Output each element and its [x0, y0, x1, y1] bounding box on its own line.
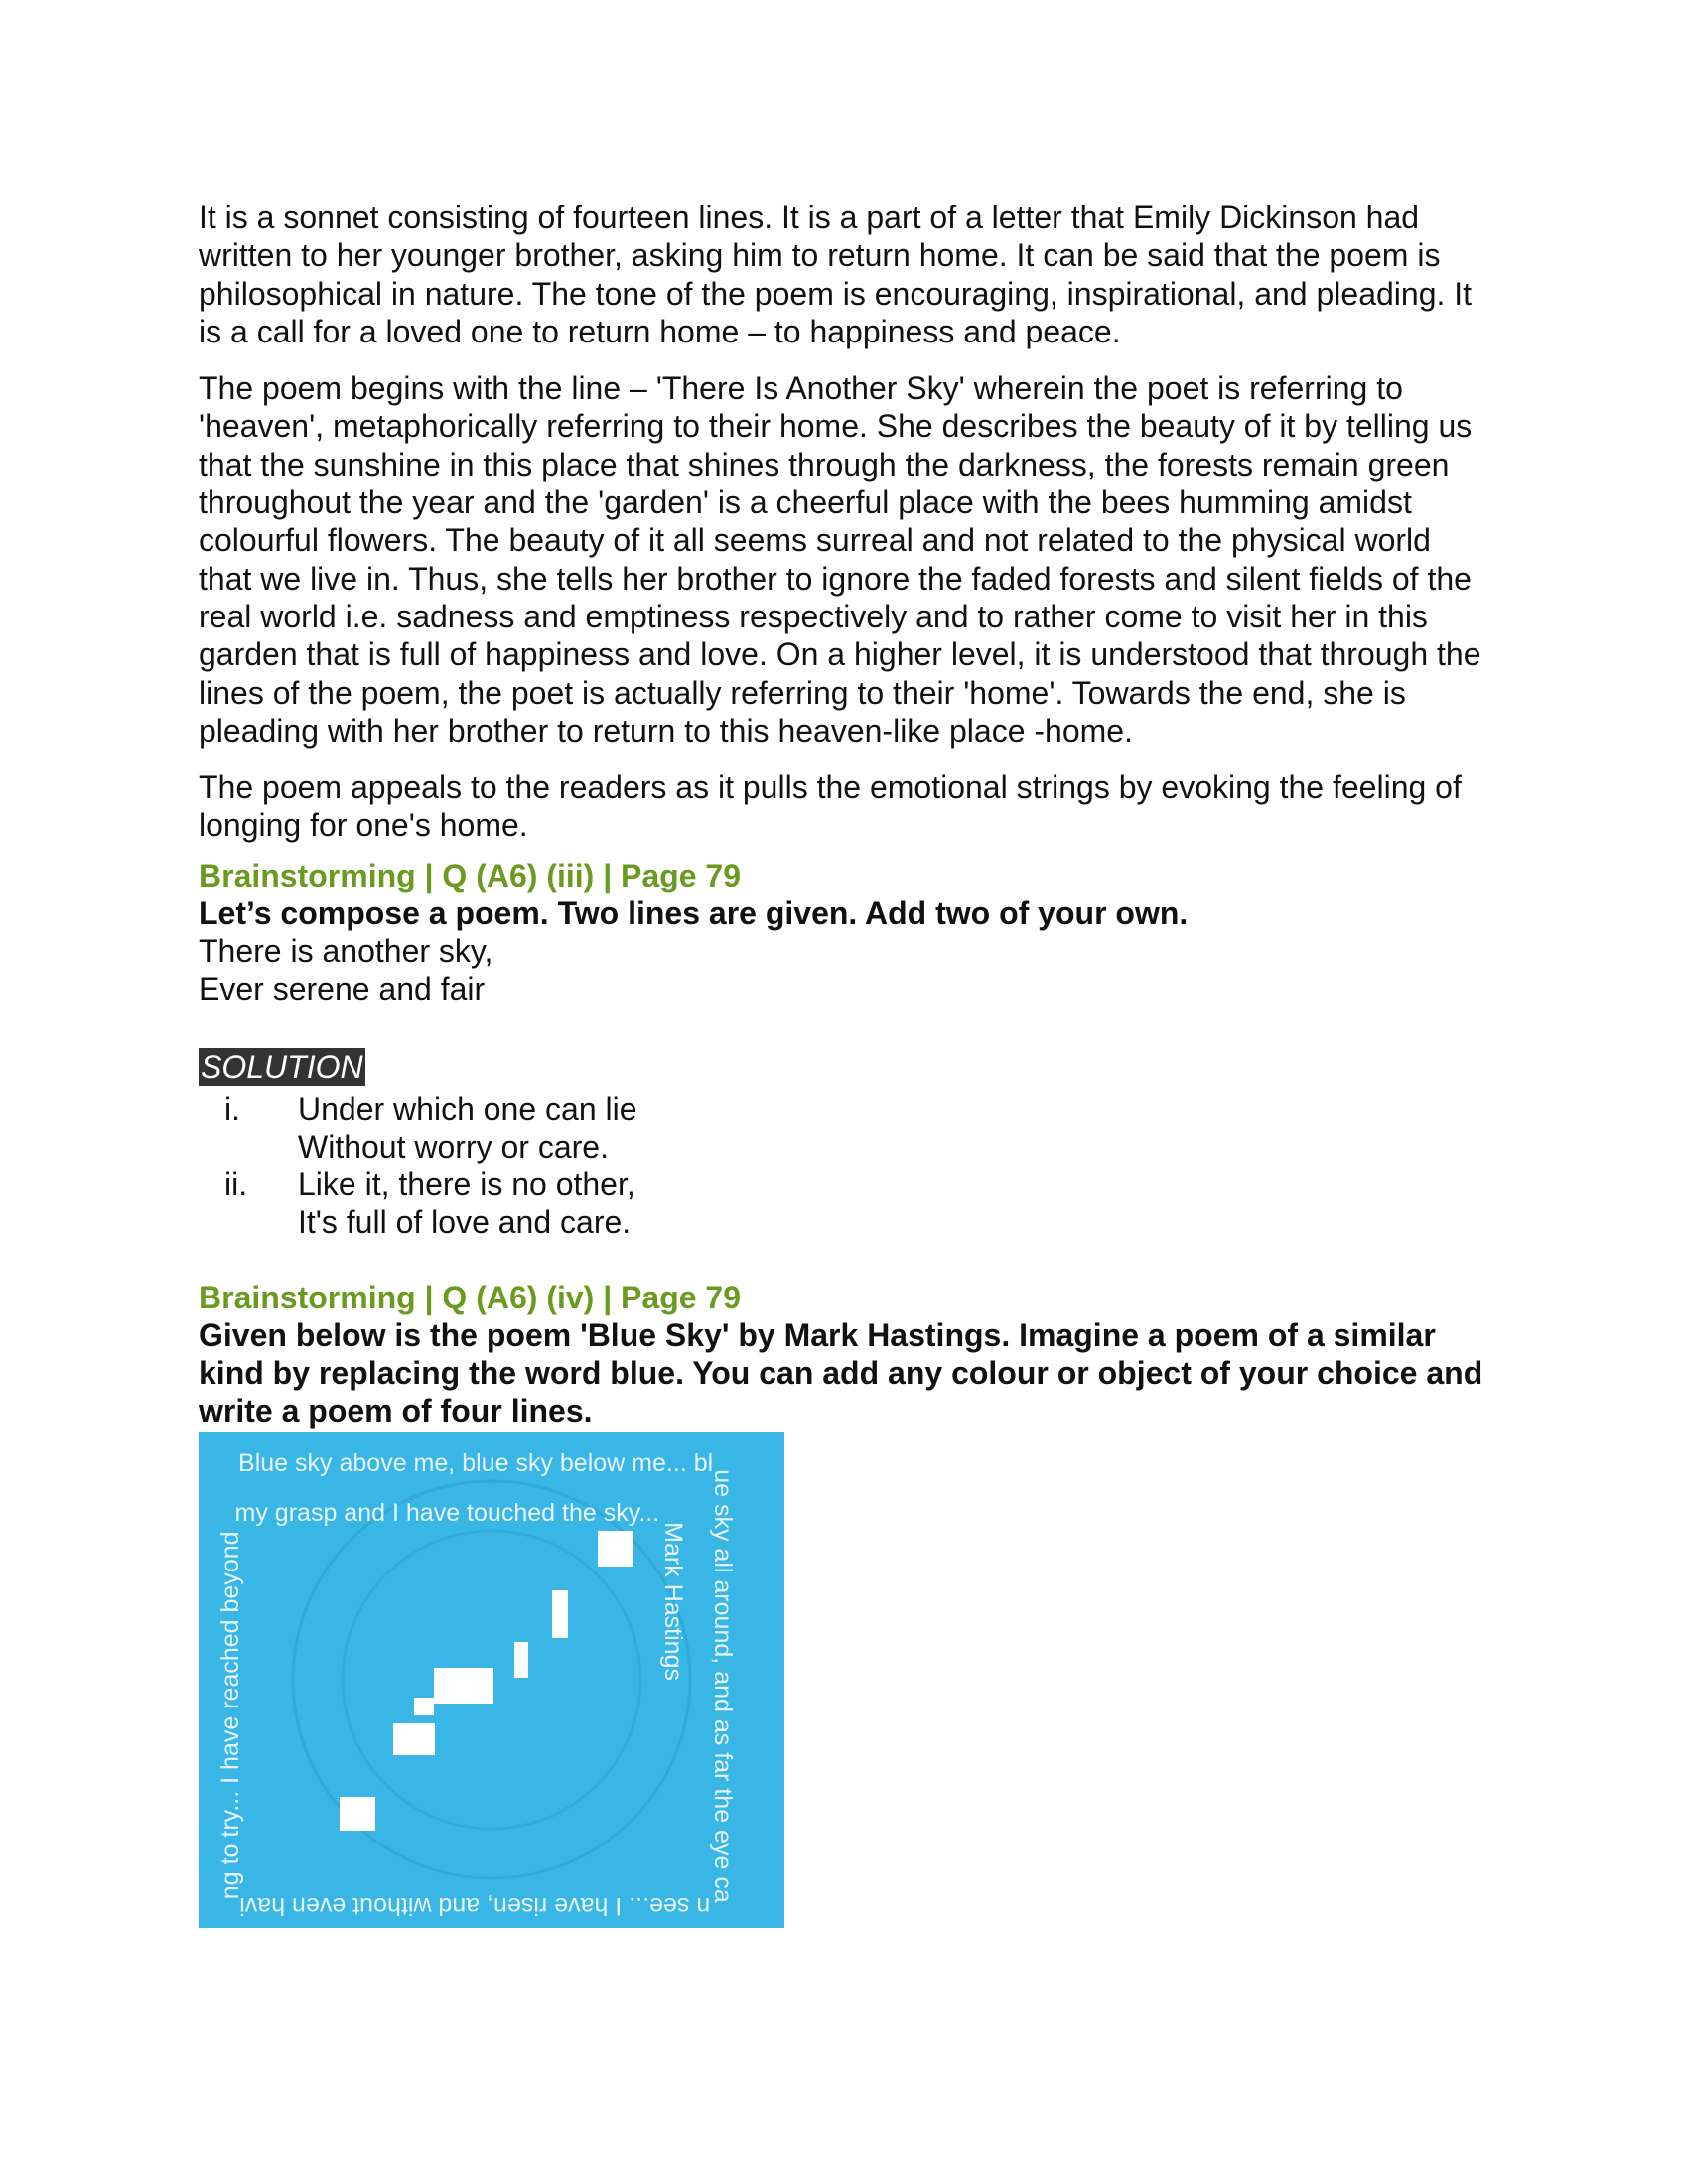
question-text: Given below is the poem 'Blue Sky' by Mark Hastings. Imagine a poem of a similar kind by replacing the word blue. You can add any colour or object of your choice and write a poem of four lines.: [199, 1316, 1483, 1429]
section-heading: Brainstorming | Q (A6) (iv) | Page 79: [199, 1279, 742, 1315]
paragraph-2: The poem begins with the line – 'There Is Another Sky' wherein the poet is referring to 'heaven', metaphorically referring to their home. She describes the beauty of it by telling us that the sunshine in this place that shines through the darkness, the forests remain green throughout the year and the 'garden' is a cheerful place with the bees humming amidst colourful flowers. The beauty of it all seems surreal and not related to the physical world that we live in. Thus, she tells her brother to ignore the faded forests and silent fields of the real world i.e. sadness and emptiness respectively and to rather come to visit her in this garden that is full of happiness and love. On a higher level, it is understood that through the lines of the poem, the poet is actually referring to their 'home'. Towards the end, she is pleading with her brother to return to this heaven-like place -home.: [199, 370, 1481, 749]
list-item-line: It's full of love and care.: [298, 1203, 632, 1240]
poem-spiral-textpath: Blue sky above me, blue sky below me... blue sky all around, and as far the eye can see... I have risen, and without even having to try... I have reached beyond my grasp and I have touched the sky... Mark Hastings: [216, 1448, 737, 1920]
blue-sky-poem-image: [199, 1432, 784, 1928]
image-artifact: [598, 1531, 633, 1567]
document-page: [199, 199, 1489, 1928]
section-brainstorming-iv: [199, 1279, 1489, 1928]
list-item-line: Under which one can lie: [298, 1090, 637, 1127]
image-artifact: [393, 1723, 435, 1755]
list-item-number: i.: [224, 1090, 240, 1127]
section-heading: Brainstorming | Q (A6) (iii) | Page 79: [199, 857, 741, 893]
question-text: Let’s compose a poem. Two lines are given. Add two of your own.: [199, 894, 1189, 931]
given-line-2: Ever serene and fair: [199, 970, 486, 1007]
section-brainstorming-iii: [199, 857, 1489, 1241]
solution-list: [199, 1090, 1489, 1241]
image-artifact: [552, 1590, 568, 1638]
list-item: [199, 1090, 1489, 1165]
given-line-1: There is another sky,: [199, 932, 493, 969]
image-artifact: [434, 1668, 493, 1704]
list-item-number: ii.: [224, 1165, 248, 1202]
image-artifact: [340, 1797, 375, 1831]
paragraph-1: It is a sonnet consisting of fourteen lines. It is a part of a letter that Emily Dickinson had written to her younger brother, asking him to return home. It can be said that the poem is philosophical in nature. The tone of the poem is encouraging, inspirational, and pleading. It is a call for a loved one to return home – to happiness and peace.: [199, 200, 1473, 349]
list-item-line: Like it, there is no other,: [298, 1165, 635, 1202]
list-item: [199, 1165, 1489, 1241]
list-item-line: Without worry or care.: [298, 1128, 609, 1164]
solution-label: SOLUTION: [201, 1048, 363, 1085]
paragraph-3: The poem appeals to the readers as it pulls the emotional strings by evoking the feeling of longing for one's home.: [199, 769, 1462, 844]
image-artifact: [514, 1642, 528, 1678]
image-artifact: [414, 1698, 434, 1715]
